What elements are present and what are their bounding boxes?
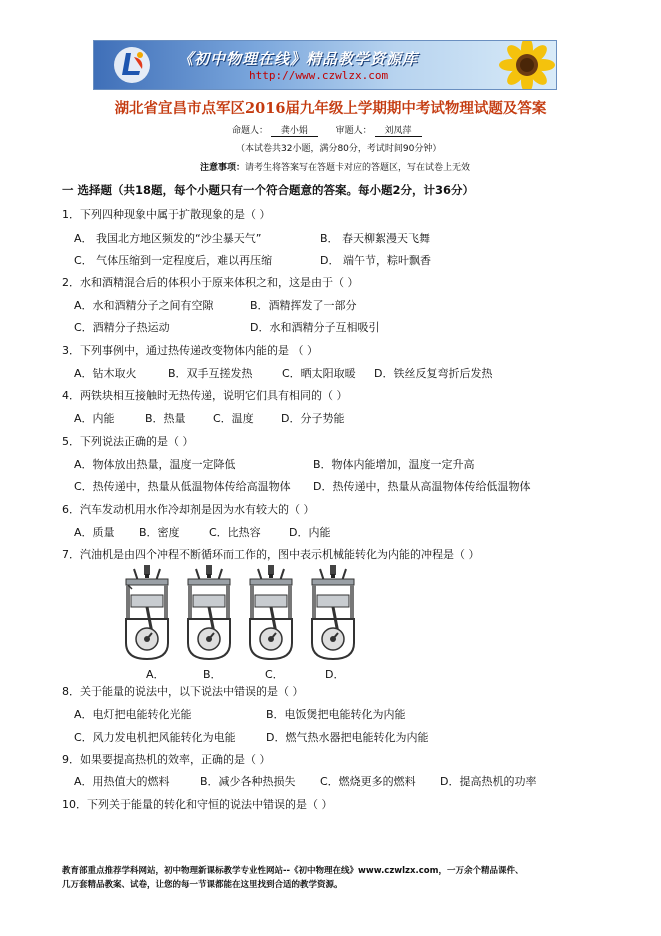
- engine-diagram-b: [188, 565, 230, 659]
- footer-line-2: 几万套精品教案、试卷，让您的每一节课都能在这里找到合适的教学资源。: [62, 880, 343, 890]
- option: A． 我国北方地区频发的“沙尘暴天气”: [74, 232, 262, 245]
- reviewer-label: 审题人：: [335, 126, 372, 136]
- engine-strokes-figure: [118, 565, 368, 665]
- option: A．水和酒精分子之间有空隙: [74, 299, 214, 312]
- question-stem: 10．下列关于能量的转化和守恒的说法中错误的是（ ）: [62, 798, 333, 811]
- question-stem: 8．关于能量的说法中，以下说法中错误的是（ ）: [62, 685, 304, 698]
- engine-diagram-a: [126, 565, 168, 659]
- figure-label-c: C．: [265, 668, 284, 681]
- reviewer-name: 刘凤萍: [375, 123, 422, 137]
- option: C．温度: [213, 412, 254, 425]
- option: B．热量: [145, 412, 186, 425]
- option: A．物体放出热量，温度一定降低: [74, 458, 236, 471]
- sunflower-icon: [492, 40, 557, 90]
- question-stem: 6．汽车发动机用水作冷却剂是因为水有较大的（ ）: [62, 503, 315, 516]
- figure-label-b: B．: [203, 668, 222, 681]
- option: D．热传递中，热量从高温物体传给低温物体: [313, 480, 531, 493]
- figure-label-d: D．: [325, 668, 345, 681]
- option: C．比热容: [209, 526, 261, 539]
- question-stem: 7．汽油机是由四个冲程不断循环而工作的，图中表示机械能转化为内能的冲程是（ ）: [62, 548, 480, 561]
- figure-label-a: A．: [146, 668, 165, 681]
- option: A．钻木取火: [74, 367, 137, 380]
- author-name: 龚小娟: [271, 123, 318, 137]
- option: C．热传递中，热量从低温物体传给高温物体: [74, 480, 291, 493]
- question-stem: 5．下列说法正确的是（ ）: [62, 435, 194, 448]
- engine-diagram-c: [250, 565, 292, 659]
- option: A．内能: [74, 412, 115, 425]
- exam-info: （本试卷共32小题，满分80分，考试时间90分钟）: [236, 144, 442, 154]
- option: B．电饭煲把电能转化为内能: [266, 708, 406, 721]
- banner-title: 《初中物理在线》精品教学资源库: [178, 50, 419, 68]
- question-stem: 3．下列事例中，通过热传递改变物体内能的是 （ ）: [62, 344, 318, 357]
- exam-title: 湖北省宜昌市点军区2016届九年级上学期期中考试物理试题及答案: [114, 100, 547, 117]
- option: D．提高热机的功率: [440, 775, 537, 788]
- option: D．水和酒精分子互相吸引: [250, 321, 380, 334]
- option: B．物体内能增加，温度一定升高: [313, 458, 475, 471]
- option: C．晒太阳取暖: [282, 367, 356, 380]
- option: A．质量: [74, 526, 115, 539]
- option: B．密度: [139, 526, 180, 539]
- notice-label: 注意事项：: [200, 163, 246, 173]
- footer-line-1: 教育部重点推荐学科网站，初中物理新课标教学专业性网站--《初中物理在线》www.czwlzx.com，一万余个精品课件、: [62, 866, 524, 876]
- option: B．酒精挥发了一部分: [250, 299, 357, 312]
- option: C．燃烧更多的燃料: [320, 775, 416, 788]
- banner-url[interactable]: http://www.czwlzx.com: [249, 69, 389, 82]
- option: A．用热值大的燃料: [74, 775, 170, 788]
- option: B．双手互搓发热: [168, 367, 253, 380]
- notice-text: 请考生将答案写在答题卡对应的答题区，写在试卷上无效: [245, 163, 471, 173]
- option: C．酒精分子热运动: [74, 321, 170, 334]
- option: C．风力发电机把风能转化为电能: [74, 731, 236, 744]
- option: D． 端午节，粽叶飘香: [320, 254, 431, 267]
- author-label: 命题人：: [232, 126, 269, 136]
- option: B．减少各种热损失: [200, 775, 296, 788]
- question-stem: 2．水和酒精混合后的体积小于原来体积之和，这是由于（ ）: [62, 276, 359, 289]
- logo-icon: [112, 45, 152, 85]
- option: C． 气体压缩到一定程度后，难以再压缩: [74, 254, 273, 267]
- option: D．铁丝反复弯折后发热: [374, 367, 493, 380]
- option: A．电灯把电能转化光能: [74, 708, 192, 721]
- question-stem: 1．下列四种现象中属于扩散现象的是（ ）: [62, 208, 271, 221]
- header-banner: [93, 40, 557, 90]
- option: D．燃气热水器把电能转化为内能: [266, 731, 429, 744]
- engine-diagram-d: [312, 565, 354, 659]
- option: D．内能: [289, 526, 331, 539]
- author-line: [232, 123, 422, 137]
- question-stem: 9．如果要提高热机的效率，正确的是（ ）: [62, 753, 271, 766]
- question-stem: 4．两铁块相互接触时无热传递，说明它们具有相同的（ ）: [62, 389, 348, 402]
- notice-line: [200, 160, 470, 173]
- section-heading: 一 选择题（共18题，每个小题只有一个符合题意的答案。每小题2分，计36分）: [62, 183, 475, 197]
- option: B． 春天柳絮漫天飞舞: [320, 232, 431, 245]
- option: D．分子势能: [281, 412, 345, 425]
